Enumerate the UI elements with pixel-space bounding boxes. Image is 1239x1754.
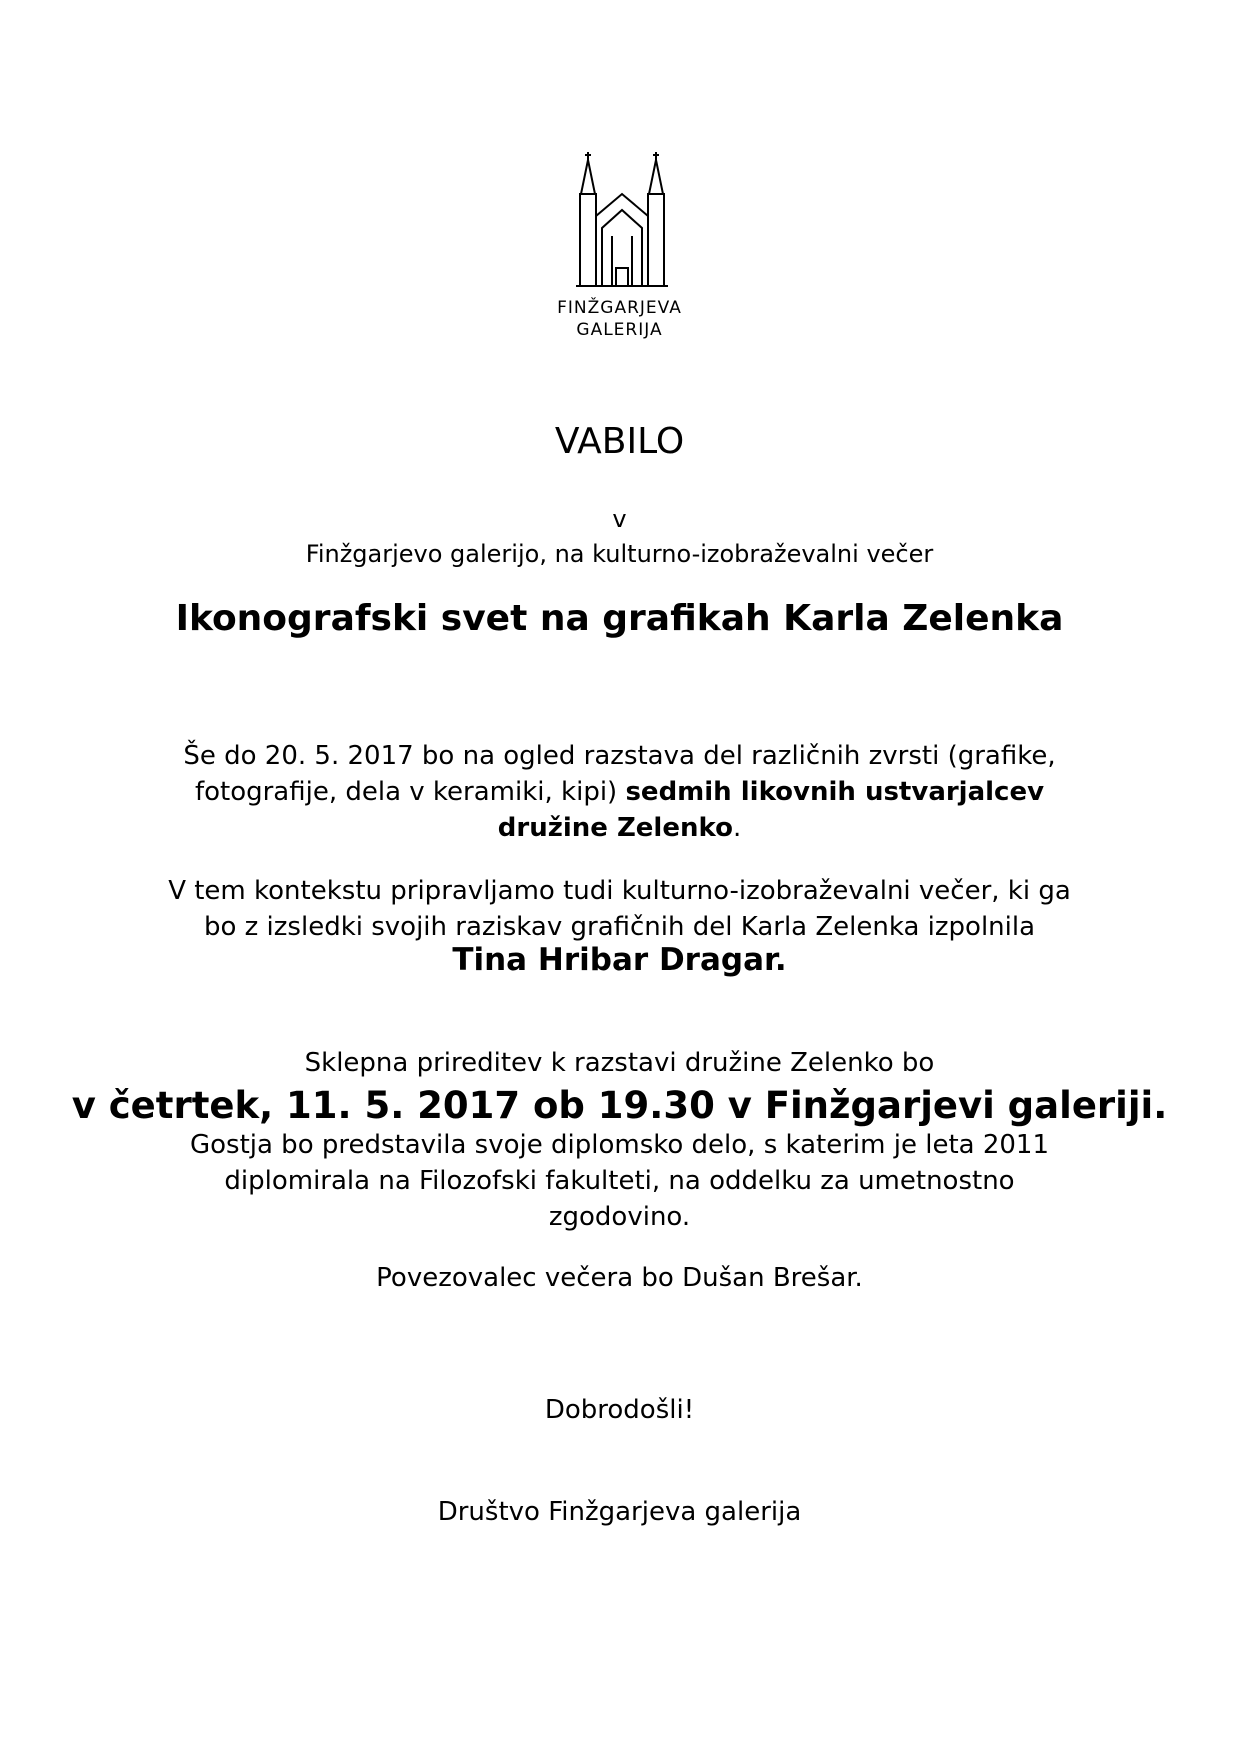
guest-line-3: zgodovino.	[548, 1202, 691, 1232]
context-line-2: bo z izsledki svojih raziskav grafičnih del Karla Zelenka izpolnila	[203, 912, 1036, 942]
signature-text: Društvo Finžgarjeva galerija	[437, 1497, 802, 1527]
exhibition-line-3-plain: .	[732, 813, 742, 843]
intro-text: Finžgarjevo galerijo, na kulturno-izobraževalni večer	[305, 540, 934, 568]
exhibition-line-2-bold: sedmih likovnih ustvarjalcev	[625, 777, 1045, 807]
context-line-1: V tem kontekstu pripravljamo tudi kulturno-izobraževalni večer, ki ga	[168, 876, 1071, 906]
guest-line-2: diplomirala na Filozofski fakulteti, na oddelku za umetnostno	[224, 1166, 1015, 1196]
logo-text-line1: FINŽGARJEVA	[557, 298, 682, 318]
preposition-text: v	[612, 505, 627, 533]
exhibition-line-2-plain: fotografije, dela v keramiki, kipi)	[194, 777, 626, 807]
guest-paragraph	[0, 1127, 1239, 1235]
logo-text-line2: GALERIJA	[576, 320, 663, 340]
exhibition-line-3-bold: družine Zelenko	[497, 813, 733, 843]
event-date-line: v četrtek, 11. 5. 2017 ob 19.30 v Finžgarjevi galeriji.	[71, 1084, 1168, 1127]
welcome-text: Dobrodošli!	[544, 1395, 695, 1425]
church-two-towers-icon	[574, 150, 670, 288]
exhibition-line-2	[0, 774, 1239, 810]
event-title: Ikonografski svet na grafikah Karla Zelenka	[175, 598, 1064, 639]
host-line: Povezovalec večera bo Dušan Brešar.	[376, 1263, 863, 1293]
closing-event-line: Sklepna prireditev k razstavi družine Zelenko bo	[304, 1048, 935, 1078]
exhibition-line-3	[0, 810, 1239, 846]
speaker-name: Tina Hribar Dragar.	[452, 942, 787, 978]
guest-line-1: Gostja bo predstavila svoje diplomsko delo, s katerim je leta 2011	[189, 1130, 1050, 1160]
page-title: VABILO	[554, 421, 685, 462]
context-paragraph	[0, 873, 1239, 945]
exhibition-paragraph	[0, 738, 1239, 846]
exhibition-line-1: Še do 20. 5. 2017 bo na ogled razstava del različnih zvrsti (grafike,	[183, 741, 1056, 771]
